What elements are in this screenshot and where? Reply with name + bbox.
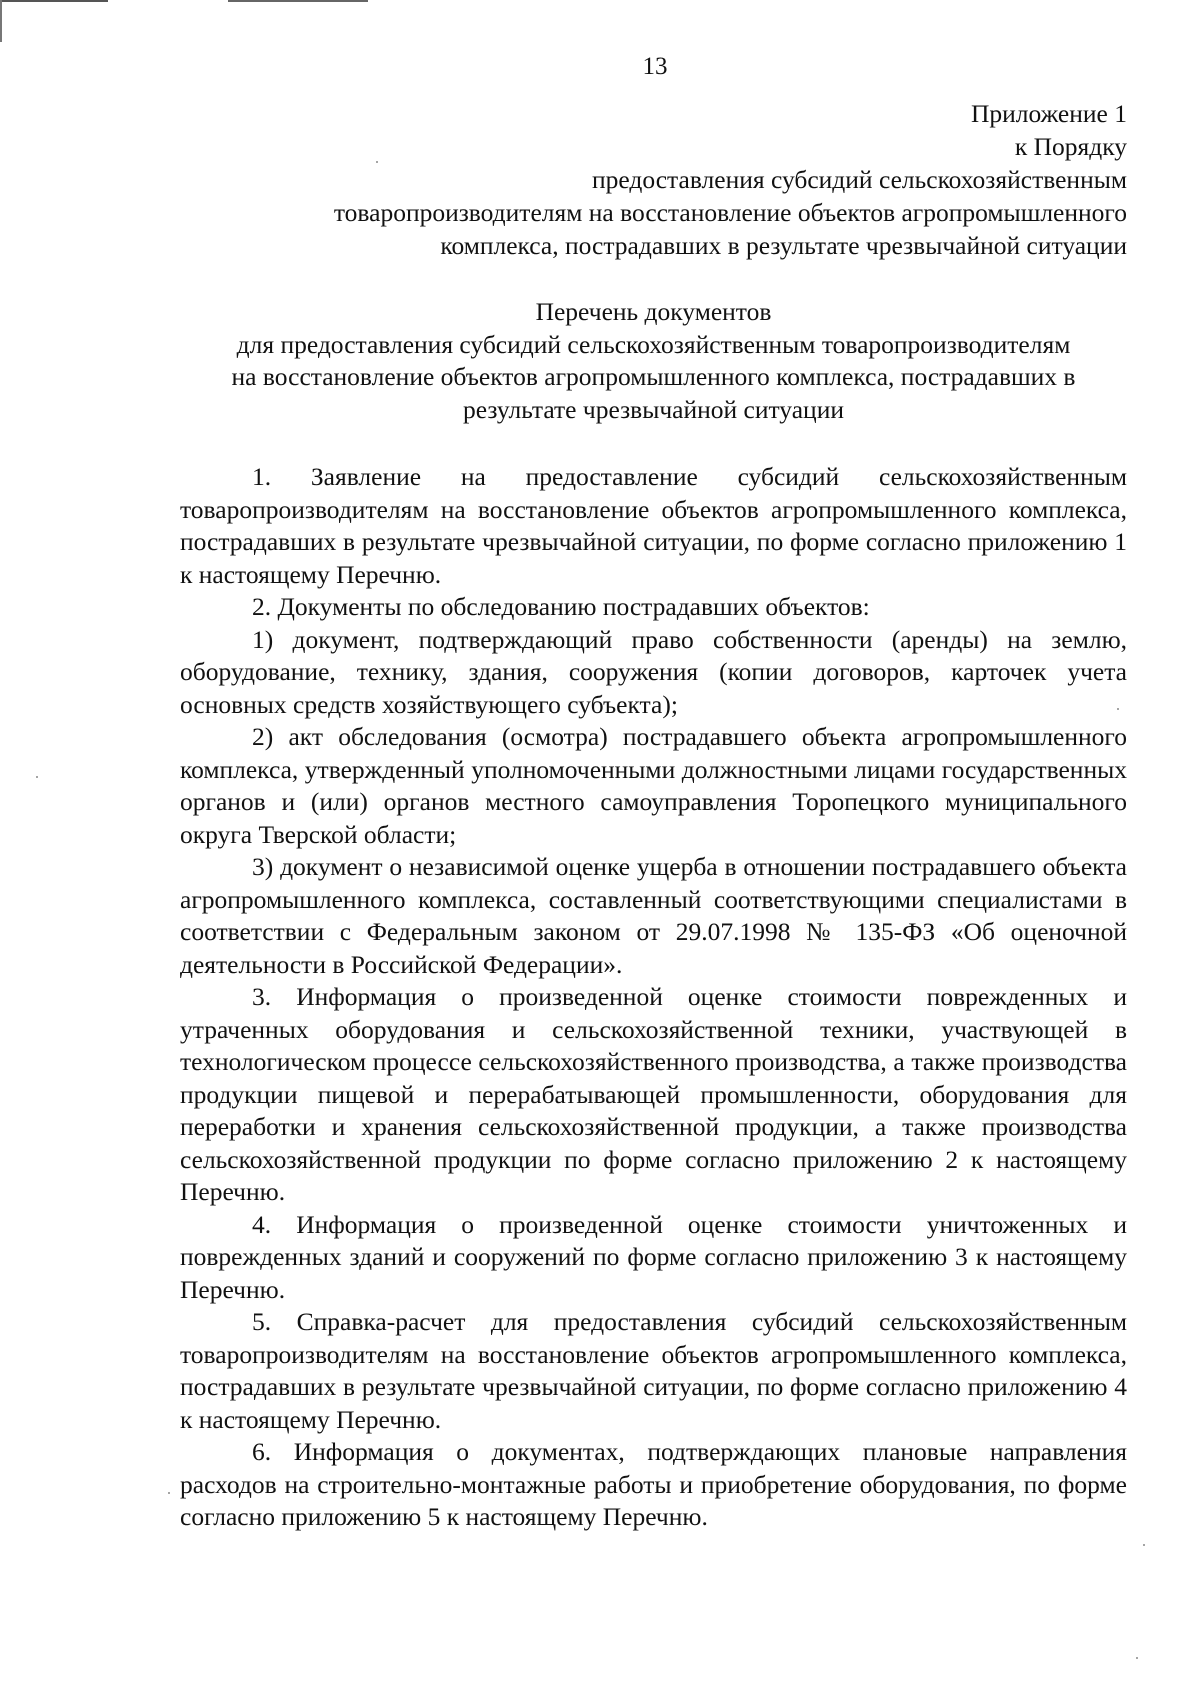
scan-speck: [1136, 1657, 1138, 1659]
document-title: [180, 296, 1127, 426]
title-line: на восстановление объектов агропромышленного комплекса, пострадавших в: [231, 362, 1076, 391]
title-heading: Перечень документов: [535, 297, 772, 326]
title-line: для предоставления субсидий сельскохозяйственным товаропроизводителям: [236, 329, 1071, 359]
appendix-line: предоставления субсидий сельскохозяйственным: [592, 165, 1127, 194]
paragraph-item-6: 6. Информация о документах, подтверждающих плановые направления расходов на строительно-монтажные работы и приобретение оборудования, по форме согласно приложению 5 к настоящему Перечню.: [180, 1437, 1127, 1531]
paragraph-item-5: 5. Справка-расчет для предоставления субсидий сельскохозяйственным товаропроизводителям на восстановление объектов агропромышленного комплекса, пострадавших в результате чрезвычайной ситуации, по форме согласно приложению 4 к настоящему Перечню.: [180, 1307, 1127, 1434]
scan-speck: [1143, 1544, 1145, 1546]
appendix-header: [167, 97, 1127, 262]
appendix-line: комплекса, пострадавших в результате чрезвычайной ситуации: [440, 231, 1127, 260]
scan-edge-mark: [0, 0, 2, 42]
scan-edge-mark: [228, 0, 368, 2]
paragraph-subitem-3: 3) документ о независимой оценке ущерба в отношении пострадавшего объекта агропромышленного комплекса, составленный соответствующими специалистами в соответствии с Федеральным законом от 29.07.1998 № 135-ФЗ «Об оценочной деятельности в Российской Федерации».: [180, 852, 1127, 979]
appendix-line: к Порядку: [1014, 132, 1127, 161]
paragraph-item-2: 2. Документы по обследованию пострадавших объектов:: [252, 592, 870, 621]
paragraph-subitem-1: 1) документ, подтверждающий право собственности (аренды) на землю, оборудование, технику, здания, сооружения (копии договоров, карточек учета основных средств хозяйствующего субъекта);: [180, 624, 1127, 719]
paragraph-item-4: 4. Информация о произведенной оценке стоимости уничтоженных и поврежденных зданий и сооружений по форме согласно приложению 3 к настоящему Перечню.: [180, 1209, 1127, 1304]
scan-speck: [36, 776, 38, 778]
scan-speck: [168, 1492, 170, 1494]
paragraph-item-1: 1. Заявление на предоставление субсидий сельскохозяйственным товаропроизводителям на восстановление объектов агропромышленного комплекса, пострадавших в результате чрезвычайной ситуации, по форме согласно приложению 1 к настоящему Перечню.: [180, 462, 1127, 589]
page-number: 13: [642, 53, 668, 80]
paragraph-item-3: 3. Информация о произведенной оценке стоимости поврежденных и утраченных оборудования и сельскохозяйственной техники, участвующей в технологическом процессе сельскохозяйственного производства, а также производства продукции пищевой и перерабатывающей промышленности, оборудования для переработки и хранения сельскохозяйственной продукции, а также производства сельскохозяйственной продукции по форме согласно приложению 2 к настоящему Перечню.: [180, 982, 1127, 1206]
appendix-line: Приложение 1: [971, 99, 1127, 128]
appendix-line: товаропроизводителям на восстановление объектов агропромышленного: [333, 198, 1127, 227]
document-body: [180, 461, 1127, 1534]
scan-edge-mark: [0, 0, 108, 2]
paragraph-subitem-2: 2) акт обследования (осмотра) пострадавшего объекта агропромышленного комплекса, утвержденный уполномоченными должностными лицами государственных органов и (или) органов местного самоуправления Торопецкого муниципального округа Тверской области;: [180, 722, 1127, 849]
title-line: результате чрезвычайной ситуации: [463, 394, 844, 424]
